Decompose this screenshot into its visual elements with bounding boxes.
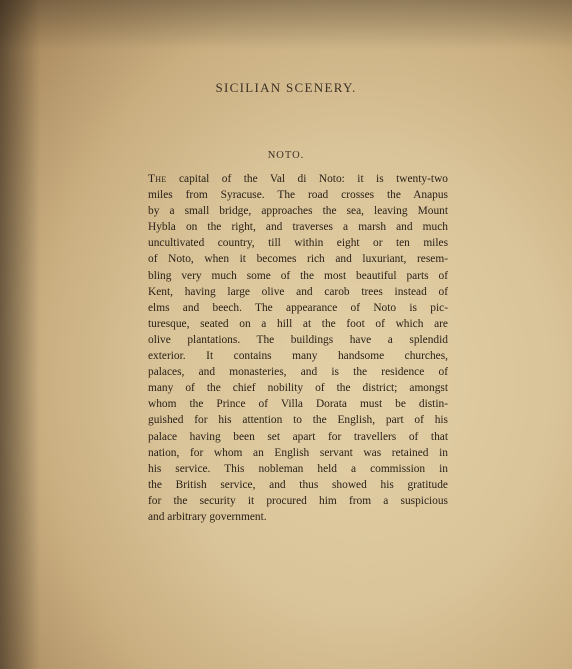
text-line: many of the chief nobility of the district; amongst <box>148 382 448 395</box>
text-line: by a small bridge, approaches the sea, leaving Mount <box>148 205 448 218</box>
body-paragraph <box>148 171 448 525</box>
text-line: nation, for whom an English servant was retained in <box>148 446 448 459</box>
text-line: palace having been set apart for travellers of that <box>148 430 448 443</box>
text-line: olive plantations. The buildings have a splendid <box>148 333 448 346</box>
text-line: Kent, having large olive and carob trees instead of <box>148 285 448 298</box>
text-line-content: capital of the Val di Noto: it is twenty-two <box>166 173 448 185</box>
text-line: guished for his attention to the English, part of his <box>148 414 448 427</box>
text-line: Hybla on the right, and traverses a marsh and much <box>148 221 448 234</box>
section-title: NOTO. <box>267 150 305 161</box>
text-line: the British service, and thus showed his gratitude <box>148 478 448 491</box>
text-line: for the security it procured him from a suspicious <box>148 494 448 507</box>
text-line: miles from Syracuse. The road crosses the Anapus <box>148 189 448 202</box>
text-line: exterior. It contains many handsome churches, <box>148 350 448 363</box>
text-line: uncultivated country, till within eight or ten miles <box>148 237 448 250</box>
text-line: his service. This nobleman held a commission in <box>148 462 448 475</box>
text-line: palaces, and monasteries, and is the residence of <box>148 366 448 379</box>
text-line: elms and beech. The appearance of Noto is pic- <box>148 301 448 314</box>
running-head: SICILIAN SCENERY. <box>215 80 357 95</box>
lead-word: The <box>148 173 167 185</box>
text-line: and arbitrary government. <box>148 510 267 523</box>
text-line: bling very much some of the most beautiful parts of <box>148 269 448 282</box>
text-line: of Noto, when it becomes rich and luxuriant, resem- <box>148 253 448 266</box>
text-line <box>148 171 448 187</box>
text-line: turesque, seated on a hill at the foot of which are <box>148 317 448 330</box>
text-line: whom the Prince of Villa Dorata must be distin- <box>148 398 448 411</box>
